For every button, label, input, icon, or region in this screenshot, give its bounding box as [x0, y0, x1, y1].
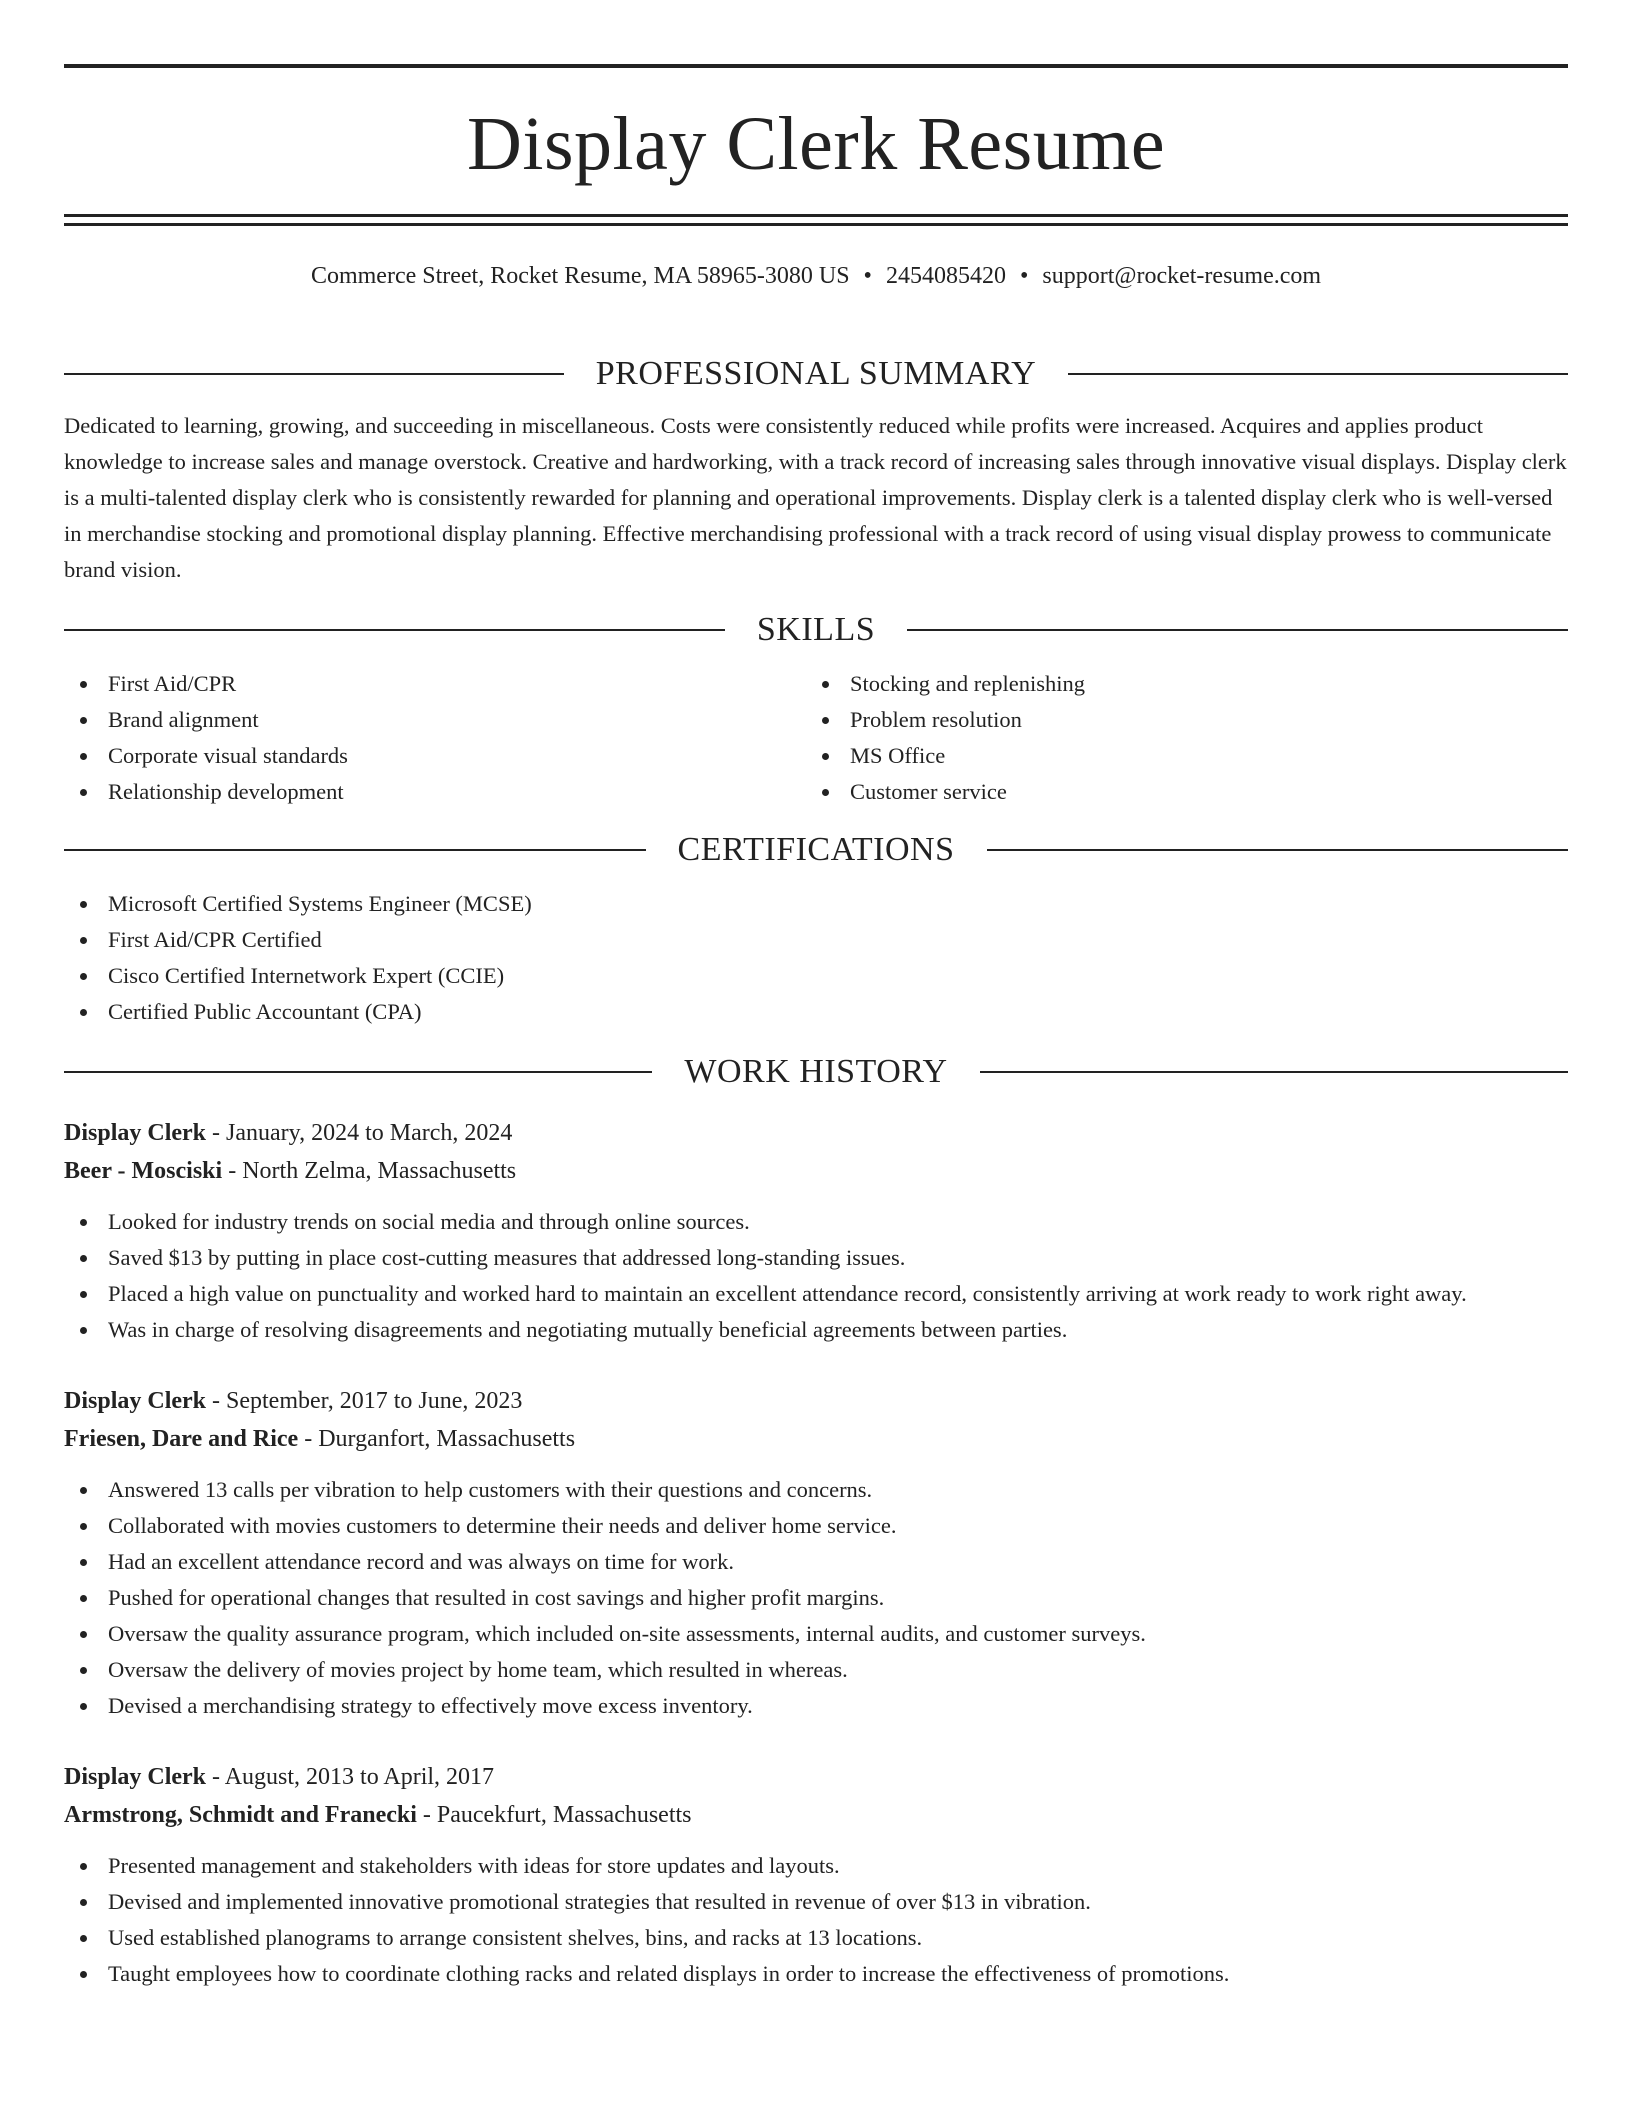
- list-item: Used established planograms to arrange consistent shelves, bins, and racks at 13 locations.: [64, 1920, 1568, 1956]
- list-item: Certified Public Accountant (CPA): [64, 994, 1568, 1030]
- job-company-line: Beer - Mosciski - North Zelma, Massachusetts: [64, 1158, 517, 1184]
- work-history-heading: WORK HISTORY: [684, 1053, 948, 1090]
- resume-page: [64, 64, 1568, 1992]
- contact-line: [64, 262, 1568, 290]
- list-item: Problem resolution: [806, 702, 1548, 738]
- skills-columns: [64, 666, 1568, 810]
- job-title-line: Display Clerk - January, 2024 to March, 2024: [64, 1120, 513, 1146]
- list-item: Pushed for operational changes that resulted in cost savings and higher profit margins.: [64, 1580, 1568, 1616]
- job-dates: September, 2017 to June, 2023: [226, 1388, 523, 1414]
- list-item: Corporate visual standards: [64, 738, 806, 774]
- job-title-line: Display Clerk - September, 2017 to June, 2023: [64, 1388, 523, 1414]
- section-heading-certifications: [64, 830, 1568, 870]
- job-entry: [64, 1758, 1568, 1992]
- list-item: Answered 13 calls per vibration to help customers with their questions and concerns.: [64, 1472, 1568, 1508]
- list-item: Oversaw the quality assurance program, which included on-site assessments, internal audits, and customer surveys.: [64, 1616, 1568, 1652]
- job-title: Display Clerk: [64, 1120, 207, 1146]
- job-location: Durganfort, Massachusetts: [318, 1426, 576, 1452]
- job-title: Display Clerk: [64, 1388, 207, 1414]
- section-heading-work-history: [64, 1052, 1568, 1092]
- job-dates: January, 2024 to March, 2024: [226, 1120, 513, 1146]
- job-duties-list: [64, 1204, 1568, 1348]
- list-item: Saved $13 by putting in place cost-cutting measures that addressed long-standing issues.: [64, 1240, 1568, 1276]
- list-item: Placed a high value on punctuality and worked hard to maintain an excellent attendance record, consistently arriving at work ready to work right away.: [64, 1276, 1568, 1312]
- summary-text: Dedicated to learning, growing, and succeeding in miscellaneous. Costs were consistently reduced while profits were increased. Acquires and applies product knowledge to increase sales and manage overstock. Creative and hardworking, with a track record of increasing sales through innovative visual displays. Display clerk is a multi-talented display clerk who is consistently rewarded for planning and operational improvements. Display clerk is a talented display clerk who is well-versed in merchandise stocking and promotional display planning. Effective merchandising professional with a track record of using visual display prowess to communicate brand vision.: [64, 413, 1567, 582]
- job-location: Paucekfurt, Massachusetts: [436, 1802, 692, 1828]
- contact-phone: 2454085420: [885, 263, 1006, 289]
- skills-list-right: [806, 666, 1548, 810]
- job-company: Beer - Mosciski: [64, 1158, 223, 1184]
- list-item: Customer service: [806, 774, 1548, 810]
- list-item: Brand alignment: [64, 702, 806, 738]
- job-duties-list: [64, 1848, 1568, 1992]
- list-item: Had an excellent attendance record and was always on time for work.: [64, 1544, 1568, 1580]
- job-company: Friesen, Dare and Rice: [64, 1426, 299, 1452]
- title-double-rule: [64, 214, 1568, 226]
- list-item: Cisco Certified Internetwork Expert (CCIE): [64, 958, 1568, 994]
- certifications-list: [64, 886, 1568, 1030]
- job-location: North Zelma, Massachusetts: [242, 1158, 517, 1184]
- job-title: Display Clerk: [64, 1764, 207, 1790]
- list-item: Collaborated with movies customers to determine their needs and deliver home service.: [64, 1508, 1568, 1544]
- resume-title: Display Clerk Resume: [466, 102, 1166, 186]
- job-entry: [64, 1382, 1568, 1724]
- list-item: First Aid/CPR Certified: [64, 922, 1568, 958]
- job-duties-list: [64, 1472, 1568, 1724]
- top-rule: [64, 64, 1568, 68]
- job-company-line: Armstrong, Schmidt and Franecki - Paucekfurt, Massachusetts: [64, 1802, 692, 1828]
- skills-list-left: [64, 666, 806, 810]
- list-item: Looked for industry trends on social media and through online sources.: [64, 1204, 1568, 1240]
- list-item: Relationship development: [64, 774, 806, 810]
- section-heading-skills: [64, 610, 1568, 650]
- contact-address: Commerce Street, Rocket Resume, MA 58965-3080 US: [310, 263, 850, 289]
- list-item: Stocking and replenishing: [806, 666, 1548, 702]
- certifications-heading: CERTIFICATIONS: [677, 831, 955, 868]
- job-company: Armstrong, Schmidt and Franecki: [64, 1802, 417, 1828]
- contact-separator: •: [1019, 263, 1029, 289]
- skills-heading: SKILLS: [756, 611, 876, 648]
- contact-separator: •: [863, 263, 872, 289]
- list-item: Devised a merchandising strategy to effectively move excess inventory.: [64, 1688, 1568, 1724]
- list-item: Presented management and stakeholders with ideas for store updates and layouts.: [64, 1848, 1568, 1884]
- contact-email: support@rocket-resume.com: [1042, 263, 1322, 289]
- summary-heading: PROFESSIONAL SUMMARY: [595, 355, 1037, 392]
- list-item: First Aid/CPR: [64, 666, 806, 702]
- list-item: Taught employees how to coordinate clothing racks and related displays in order to increase the effectiveness of promotions.: [64, 1956, 1568, 1992]
- job-title-line: Display Clerk - August, 2013 to April, 2017: [64, 1764, 495, 1790]
- list-item: Oversaw the delivery of movies project by home team, which resulted in whereas.: [64, 1652, 1568, 1688]
- job-entry: [64, 1114, 1568, 1348]
- job-company-line: Friesen, Dare and Rice - Durganfort, Massachusetts: [64, 1426, 576, 1452]
- job-dates: August, 2013 to April, 2017: [224, 1764, 495, 1790]
- section-heading-summary: [64, 354, 1568, 394]
- list-item: Microsoft Certified Systems Engineer (MCSE): [64, 886, 1568, 922]
- list-item: Devised and implemented innovative promotional strategies that resulted in revenue of over $13 in vibration.: [64, 1884, 1568, 1920]
- list-item: MS Office: [806, 738, 1548, 774]
- list-item: Was in charge of resolving disagreements and negotiating mutually beneficial agreements between parties.: [64, 1312, 1568, 1348]
